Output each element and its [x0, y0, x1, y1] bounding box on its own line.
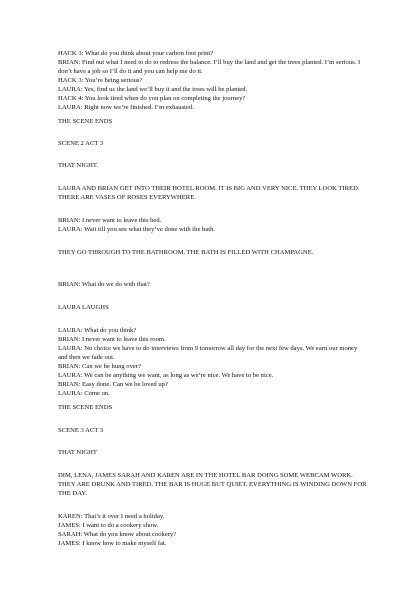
scene-end-text: THE SCENE ENDS [58, 404, 113, 411]
dialogue-block-champagne [58, 280, 368, 289]
dialogue-line: KAREN: That’s it over I need a holiday. [58, 513, 165, 520]
dialogue-line: LAURA: What do you think? [58, 327, 137, 334]
time-of-day [58, 448, 368, 457]
dialogue-line: JAMES: I want to do a cookery show. [58, 522, 159, 529]
scene-heading-text: SCENE 2 ACT 3 [58, 140, 104, 147]
stage-direction-text: THEY GO THROUGH TO THE BATHROOM. THE BATH IS FILLED WITH CHAMPAGNE. [58, 249, 314, 256]
dialogue-line: LAURA: Wait till you see what they’ve done with the bath. [58, 226, 216, 233]
dialogue-line: BRIAN: What do we do with that? [58, 281, 150, 288]
dialogue-line: BRIAN: I never want to leave this bed. [58, 217, 162, 224]
scene-heading-text: SCENE 3 ACT 3 [58, 427, 104, 434]
stage-direction-hotel-room [58, 184, 368, 202]
dialogue-line: BRIAN: Find out what I need to do to redress the balance. I’ll buy the land and get the trees planted. I’m serious. I don’t have a job so I’ll do it and you can help me do it. [58, 59, 361, 75]
dialogue-block-interviews [58, 326, 368, 398]
stage-direction-hotel-bar [58, 471, 368, 498]
time-of-day-text: THAT NIGHT [58, 449, 97, 456]
dialogue-line: LAURA: No choice we have to do interviews from 9 tomorrow all day for the next few days. We earn our money and then we fade out. [58, 345, 358, 361]
dialogue-line: LAURA: Yes, find us the land we’ll buy it and the trees will be planted. [58, 86, 248, 93]
scene-heading [58, 426, 368, 435]
dialogue-block-cookery [58, 512, 368, 548]
dialogue-line: JAMES: I know how to make myself fat. [58, 540, 167, 547]
dialogue-line: LAURA: We can be anything we want, as long as we’re nice. We have to be nice. [58, 372, 274, 379]
dialogue-block-hack-interview [58, 49, 368, 112]
scene-heading [58, 139, 368, 148]
stage-direction-text: LAURA AND BRIAN GET INTO THEIR HOTEL ROOM. IT IS BIG AND VERY NICE. THEY LOOK TIRED. THERE ARE VASES OF ROSES EVERYWHERE. [58, 185, 360, 201]
stage-direction-text: LAURA LAUGHS [58, 304, 109, 311]
dialogue-line: HACK 3: What do you think about your carbon foot print? [58, 50, 214, 57]
dialogue-line: BRIAN: I never want to leave this room. [58, 336, 166, 343]
stage-direction-laughs [58, 303, 368, 312]
dialogue-line: LAURA: Come on. [58, 390, 110, 397]
dialogue-line: HACK 3: You’re being serious? [58, 77, 143, 84]
scene-end-marker [58, 117, 368, 126]
stage-direction-text: DIM, LENA, JAMES SARAH AND KAREN ARE IN THE HOTEL BAR DOING SOME WEBCAM WORK. THEY ARE DRUNK AND TIRED. THE BAR IS HUGE BUT QUIET. EVERYTHING IS WINDING DOWN FOR THE DAY. [58, 472, 367, 497]
dialogue-block-bed [58, 216, 368, 234]
scene-end-marker [58, 403, 368, 412]
dialogue-line: SARAH: What do you know about cookery? [58, 531, 177, 538]
dialogue-line: BRIAN: Easy done. Can we be loved up? [58, 381, 168, 388]
dialogue-line: HACK 4: You look tired when do you plan on completing the journey? [58, 95, 246, 102]
dialogue-line: LAURA: Right now we’re finished. I’m exhausted. [58, 104, 194, 111]
dialogue-line: BRIAN: Can we be hung over? [58, 363, 141, 370]
scene-end-text: THE SCENE ENDS [58, 118, 113, 125]
time-of-day [58, 161, 368, 170]
stage-direction-bathroom [58, 248, 368, 257]
time-of-day-text: THAT NIGHT. [58, 162, 99, 169]
